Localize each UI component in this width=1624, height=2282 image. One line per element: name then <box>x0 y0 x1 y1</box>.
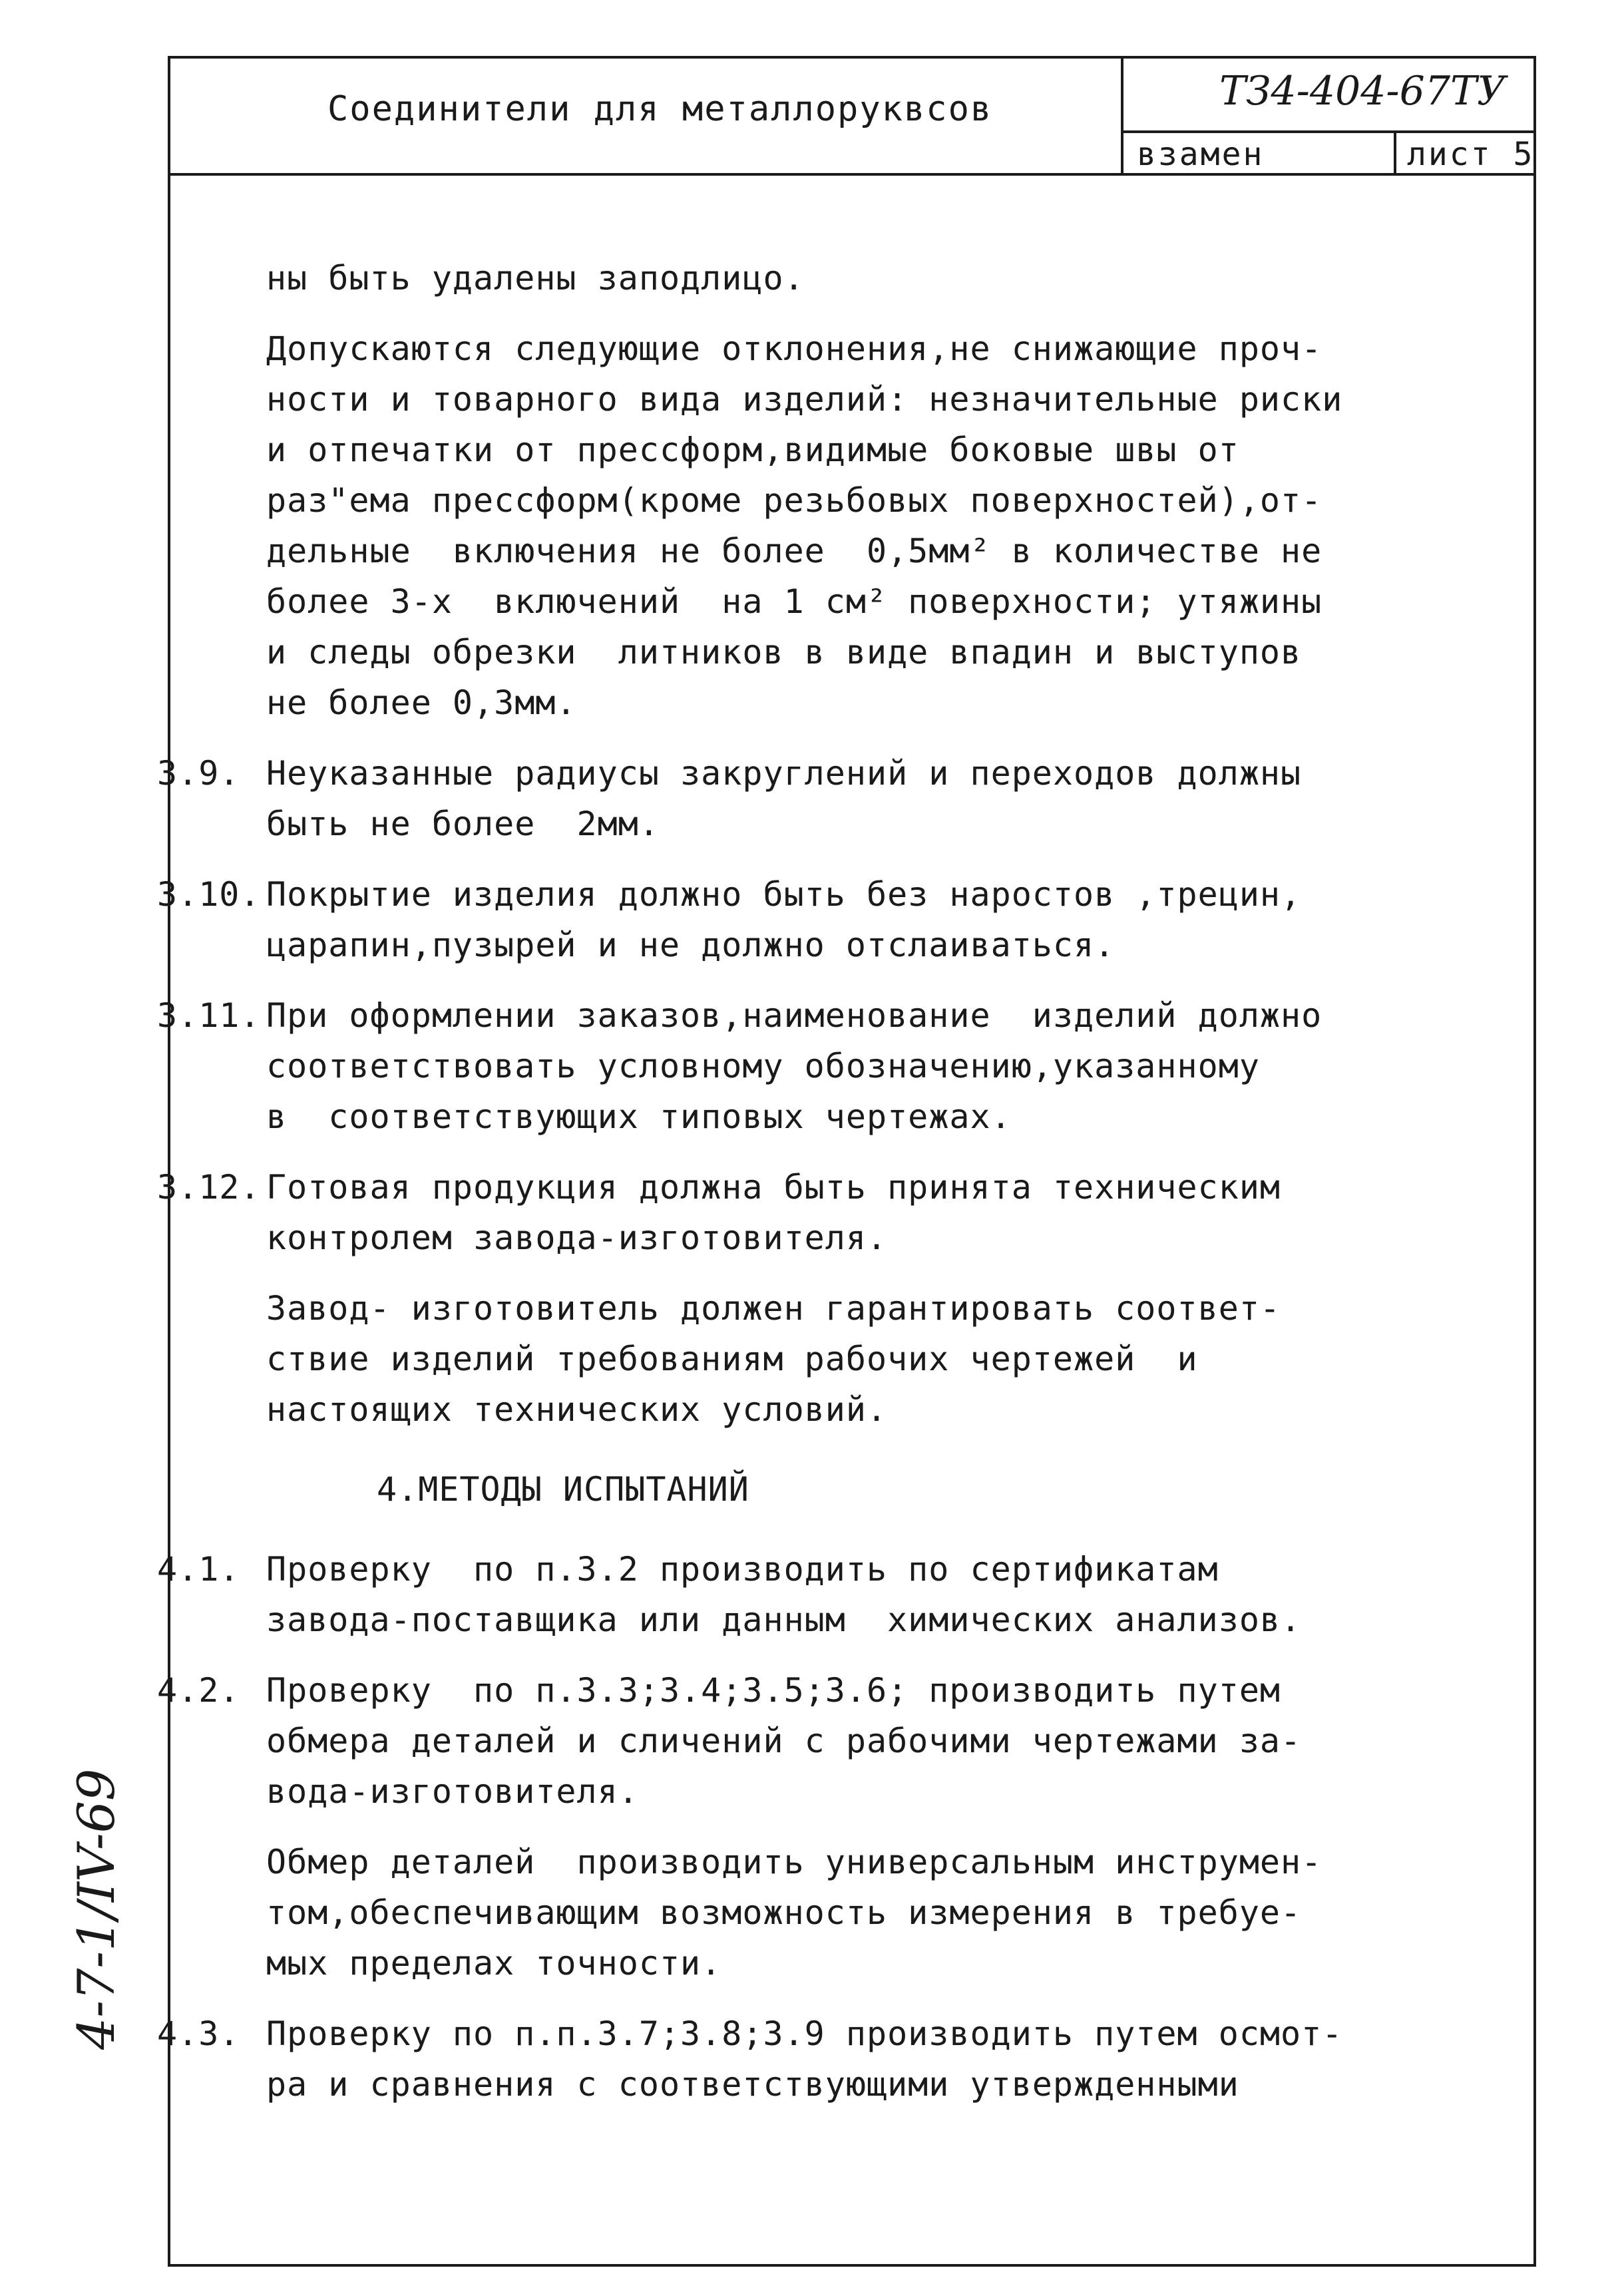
text-line: Допускаются следующие отклонения,не снижающие проч- <box>266 329 1322 368</box>
clause-number: 4.1. <box>157 1550 240 1589</box>
text-line: и отпечатки от прессформ,видимые боковые швы от <box>266 431 1239 469</box>
section-heading: 4.МЕТОДЫ ИСПЫТАНИЙ <box>377 1470 749 1509</box>
clause-number: 4.3. <box>157 2014 240 2053</box>
title-block <box>168 56 1533 176</box>
text-line: Завод- изготовитель должен гарантировать соответ- <box>266 1289 1281 1328</box>
text-line: быть не более 2мм. <box>266 805 660 843</box>
text-line: вода-изготовителя. <box>266 1772 639 1811</box>
text-line: в соответствующих типовых чертежах. <box>266 1097 1012 1136</box>
clause-3-11 <box>157 990 1531 1142</box>
clause-number: 3.12. <box>157 1168 261 1207</box>
title-block-cell-divider <box>1394 130 1396 173</box>
paragraph-measurement <box>266 1837 1531 1989</box>
text-line: настоящих технических условий. <box>266 1390 888 1429</box>
title-block-divider <box>1121 56 1123 173</box>
clause-number: 3.11. <box>157 996 261 1035</box>
replaced-label: взамен <box>1137 136 1265 173</box>
clause-3-10 <box>157 869 1531 970</box>
text-line: мых пределах точности. <box>266 1944 722 1983</box>
text-line: ности и товарного вида изделий: незначительные риски <box>266 380 1343 419</box>
clause-number: 3.9. <box>157 754 240 793</box>
text-line: Проверку по п.3.2 производить по сертификатам <box>266 1550 1219 1589</box>
text-line: более 3-х включений на 1 см² поверхности; утяжины <box>266 582 1322 621</box>
clause-number: 4.2. <box>157 1671 240 1710</box>
text-line: не более 0,3мм. <box>266 683 577 722</box>
clause-4-2 <box>157 1665 1531 1817</box>
text-line: При оформлении заказов,наименование изделий должно <box>266 996 1322 1035</box>
handwritten-margin-note: 4-7-1/IV-69 <box>67 1768 126 2050</box>
text-line: Проверку по п.п.3.7;3.8;3.9 производить путем осмот- <box>266 2014 1343 2053</box>
sheet-number: лист 5 <box>1407 136 1535 173</box>
text-line: Готовая продукция должна быть принята техническим <box>266 1168 1281 1207</box>
clause-3-9 <box>157 748 1531 849</box>
paragraph-deviations <box>266 323 1531 728</box>
text-line: ствие изделий требованиям рабочих чертежей и <box>266 1340 1198 1378</box>
text-line: царапин,пузырей и не должно отслаиваться. <box>266 926 1116 964</box>
clause-4-3 <box>157 2008 1531 2110</box>
text-line: дельные включения не более 0,5мм² в количестве не <box>266 532 1322 570</box>
text-line: и следы обрезки литников в виде впадин и выступов <box>266 633 1302 671</box>
text-line: ны быть удалены заподлицо. <box>266 259 805 297</box>
text-line: соответствовать условному обозначению,указанному <box>266 1047 1260 1085</box>
document-code: ТЗ4-404-67ТУ <box>1219 68 1506 114</box>
paragraph-continuation <box>266 253 1531 303</box>
text-line: завода-поставщика или данным химических анализов. <box>266 1601 1302 1639</box>
title-block-row-divider <box>1121 130 1533 133</box>
paragraph-guarantee <box>266 1283 1531 1435</box>
text-line: Обмер деталей производить универсальным инструмен- <box>266 1843 1322 1881</box>
document-body <box>157 253 1531 2110</box>
document-title: Соединители для металлоруквсов <box>327 89 993 129</box>
clause-number: 3.10. <box>157 875 261 914</box>
text-line: обмера деталей и сличений с рабочими чертежами за- <box>266 1722 1302 1760</box>
text-line: контролем завода-изготовителя. <box>266 1219 888 1257</box>
clause-4-1 <box>157 1544 1531 1645</box>
text-line: Неуказанные радиусы закруглений и переходов должны <box>266 754 1302 793</box>
text-line: ра и сравнения с соответствующими утвержденными <box>266 2065 1239 2104</box>
clause-3-12 <box>157 1162 1531 1263</box>
text-line: Проверку по п.3.3;3.4;3.5;3.6; производить путем <box>266 1671 1281 1710</box>
text-line: том,обеспечивающим возможность измерения в требуе- <box>266 1893 1302 1932</box>
text-line: Покрытие изделия должно быть без наростов ,трецин, <box>266 875 1302 914</box>
text-line: раз"ема прессформ(кроме резьбовых поверхностей),от- <box>266 481 1322 520</box>
